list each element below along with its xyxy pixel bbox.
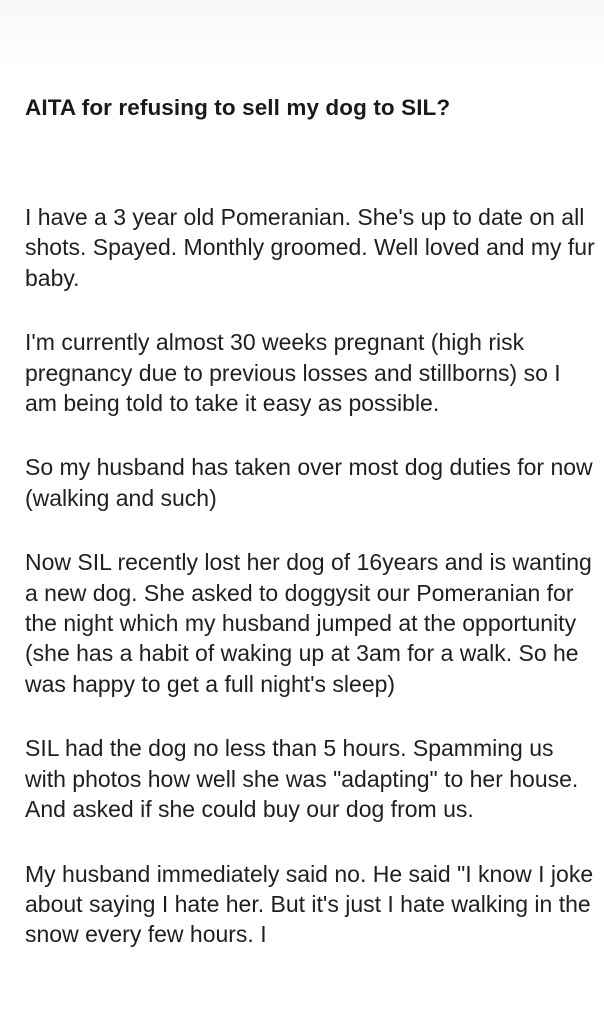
post-paragraph-4: Now SIL recently lost her dog of 16years and is wanting a new dog. She asked to doggysit our Pomeranian for the night which my husband jumped at the opportunity (she has a habit of waking up at 3am for a walk. So he was happy to get a full night's sleep) — [25, 549, 592, 697]
post-paragraph-3: So my husband has taken over most dog duties for now (walking and such) — [25, 454, 593, 511]
post-paragraph-1: I have a 3 year old Pomeranian. She's up to date on all shots. Spayed. Monthly groomed. Well loved and my fur baby. — [25, 204, 595, 291]
post-paragraph-5: SIL had the dog no less than 5 hours. Spamming us with photos how well she was "adapting" to her house. And asked if she could buy our dog from us. — [25, 735, 579, 823]
post-paragraph-6: My husband immediately said no. He said "I know I joke about saying I hate her. But it's just I hate walking in the snow every few hours. I — [25, 860, 594, 948]
post-body — [25, 202, 595, 984]
post-title: AITA for refusing to sell my dog to SIL? — [25, 95, 451, 120]
post-paragraph-2: I'm currently almost 30 weeks pregnant (high risk pregnancy due to previous losses and stillborns) so I am being told to take it easy as possible. — [25, 329, 561, 417]
top-fade — [0, 0, 604, 70]
